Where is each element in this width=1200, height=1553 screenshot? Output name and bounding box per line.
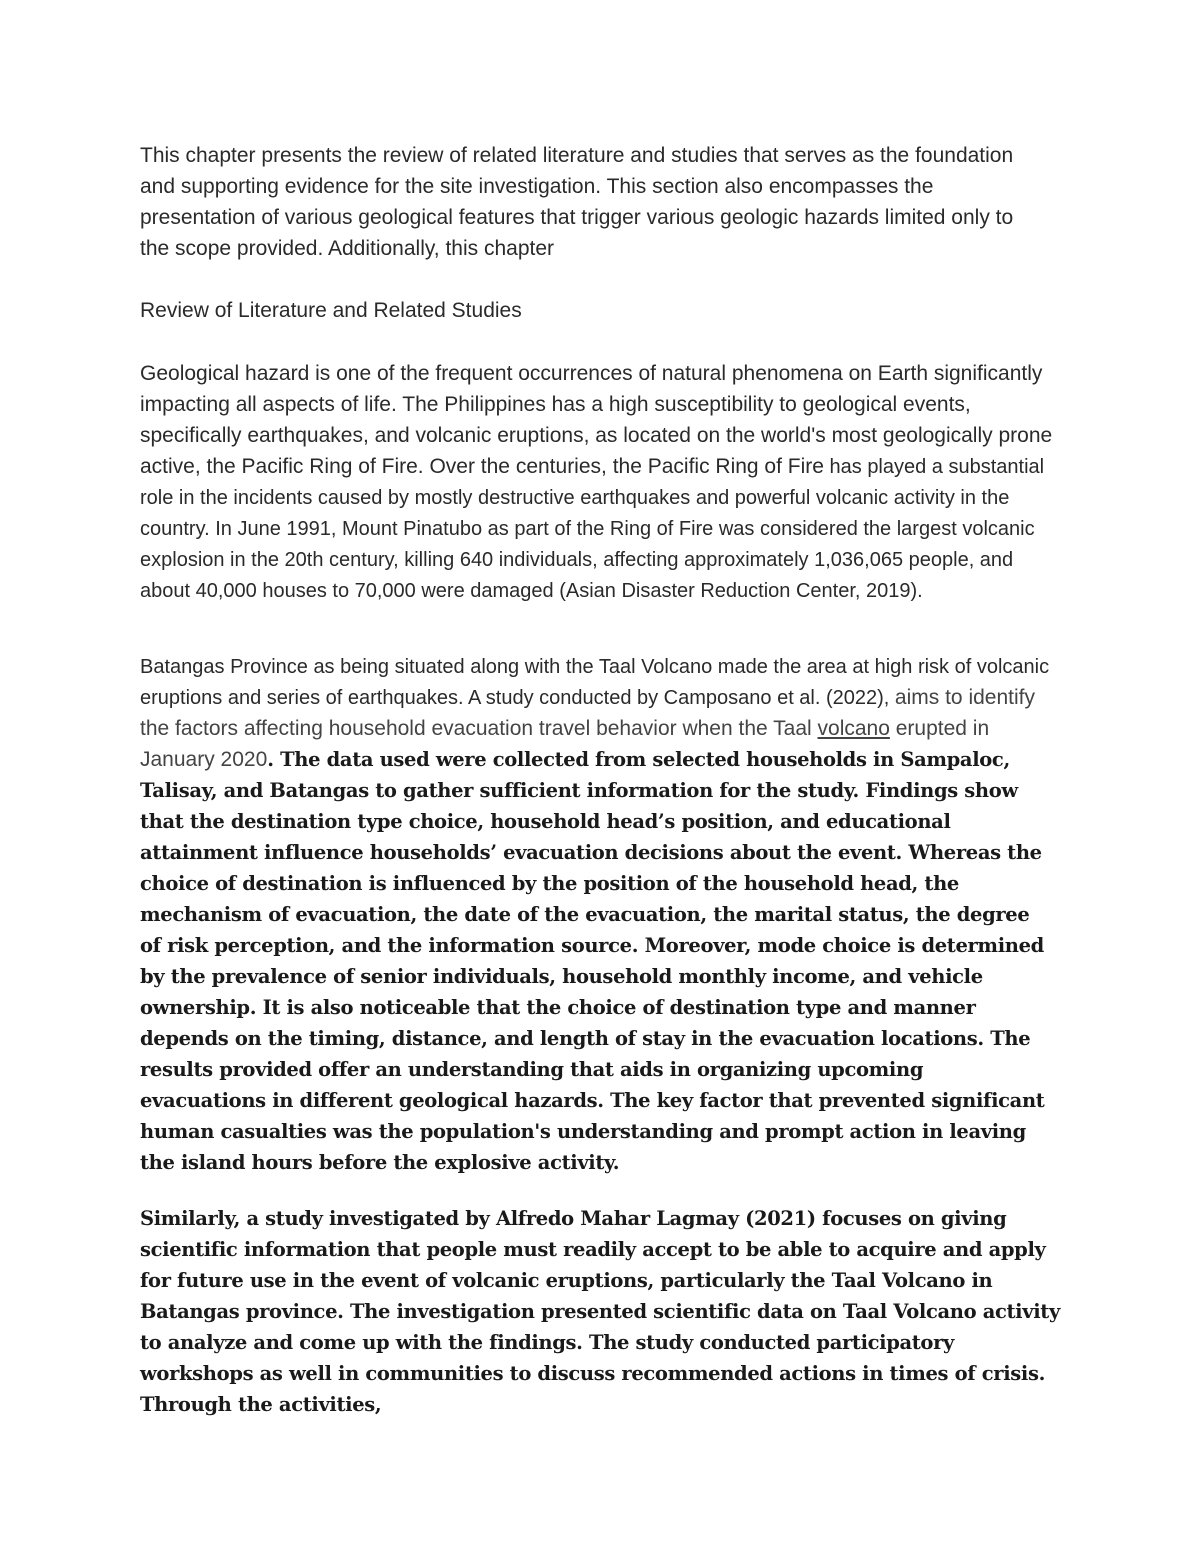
batangas-paragraph (140, 653, 1055, 1178)
batangas-paragraph-text-1: Batangas Province as being situated along with the Taal Volcano made the area at high risk of volcanic eruptions and series of earthquakes. A study conducted by Camposano et al. (2022), (140, 656, 1050, 709)
hazard-paragraph (140, 358, 1055, 606)
batangas-paragraph-bold-text: . The data used were collected from selected households in Sampaloc, Talisay, and Batangas to gather sufficient information for the study. Findings show that the destination type choice, household head’s position, and educational attainment influence households’ evacuation decisions about the event. Whereas the choice of destination is influenced by the position of the household head, the mechanism of evacuation, the date of the evacuation, the marital status, the degree of risk perception, and the information source. Moreover, mode choice is determined by the prevalence of senior individuals, household monthly income, and vehicle ownership. It is also noticeable that the choice of destination type and manner depends on the timing, distance, and length of stay in the evacuation locations. The results provided offer an understanding that aids in organizing upcoming evacuations in different geological hazards. The key factor that prevented significant human casualties was the population's understanding and prompt action in leaving the island hours before the explosive activity. (140, 748, 1045, 1174)
hazard-paragraph-text-1: Geological hazard is one of the frequent occurrences of natural phenomena on Earth significantly impacting all aspects of life. The Philippines has a high susceptibility to geological events, specifically earthquakes, and volcanic eruptions, as located on the world's most geologically prone active, the Pacific Ring of Fire. Over the centuries, the Pacific Ring of Fire (140, 362, 1053, 478)
hazard-paragraph-text-2: has played a substantial role in the incidents caused by mostly destructive earthquakes and powerful volcanic activity in the country. In June 1991, Mount Pinatubo as part of the Ring of Fire was considered the largest volcanic explosion in the 20th century, killing 640 individuals, affecting approximately 1,036,065 people, and about 40,000 houses to 70,000 were damaged (Asian Disaster Reduction Center, 2019). (140, 456, 1045, 602)
intro-paragraph: This chapter presents the review of related literature and studies that serves as the foundation and supporting evidence for the site investigation. This section also encompasses the presentation of various geological features that trigger various geologic hazards limited only to the scope provided. Additionally, this chapter (140, 144, 1014, 260)
batangas-paragraph-text-3: erupted in January 2020 (140, 717, 990, 771)
batangas-paragraph-text-2: aims to identify the factors affecting household evacuation travel behavior when the Taal (140, 686, 1035, 740)
volcano-link[interactable]: volcano (817, 717, 890, 740)
lagmay-paragraph: Similarly, a study investigated by Alfredo Mahar Lagmay (2021) focuses on giving scientific information that people must readily accept to be able to acquire and apply for future use in the event of volcanic eruptions, particularly the Taal Volcano in Batangas province. The investigation presented scientific data on Taal Volcano activity to analyze and come up with the findings. The study conducted participatory workshops as well in communities to discuss recommended actions in times of crisis. Through the activities, (140, 1207, 1060, 1416)
section-heading: Review of Literature and Related Studies (140, 299, 522, 322)
